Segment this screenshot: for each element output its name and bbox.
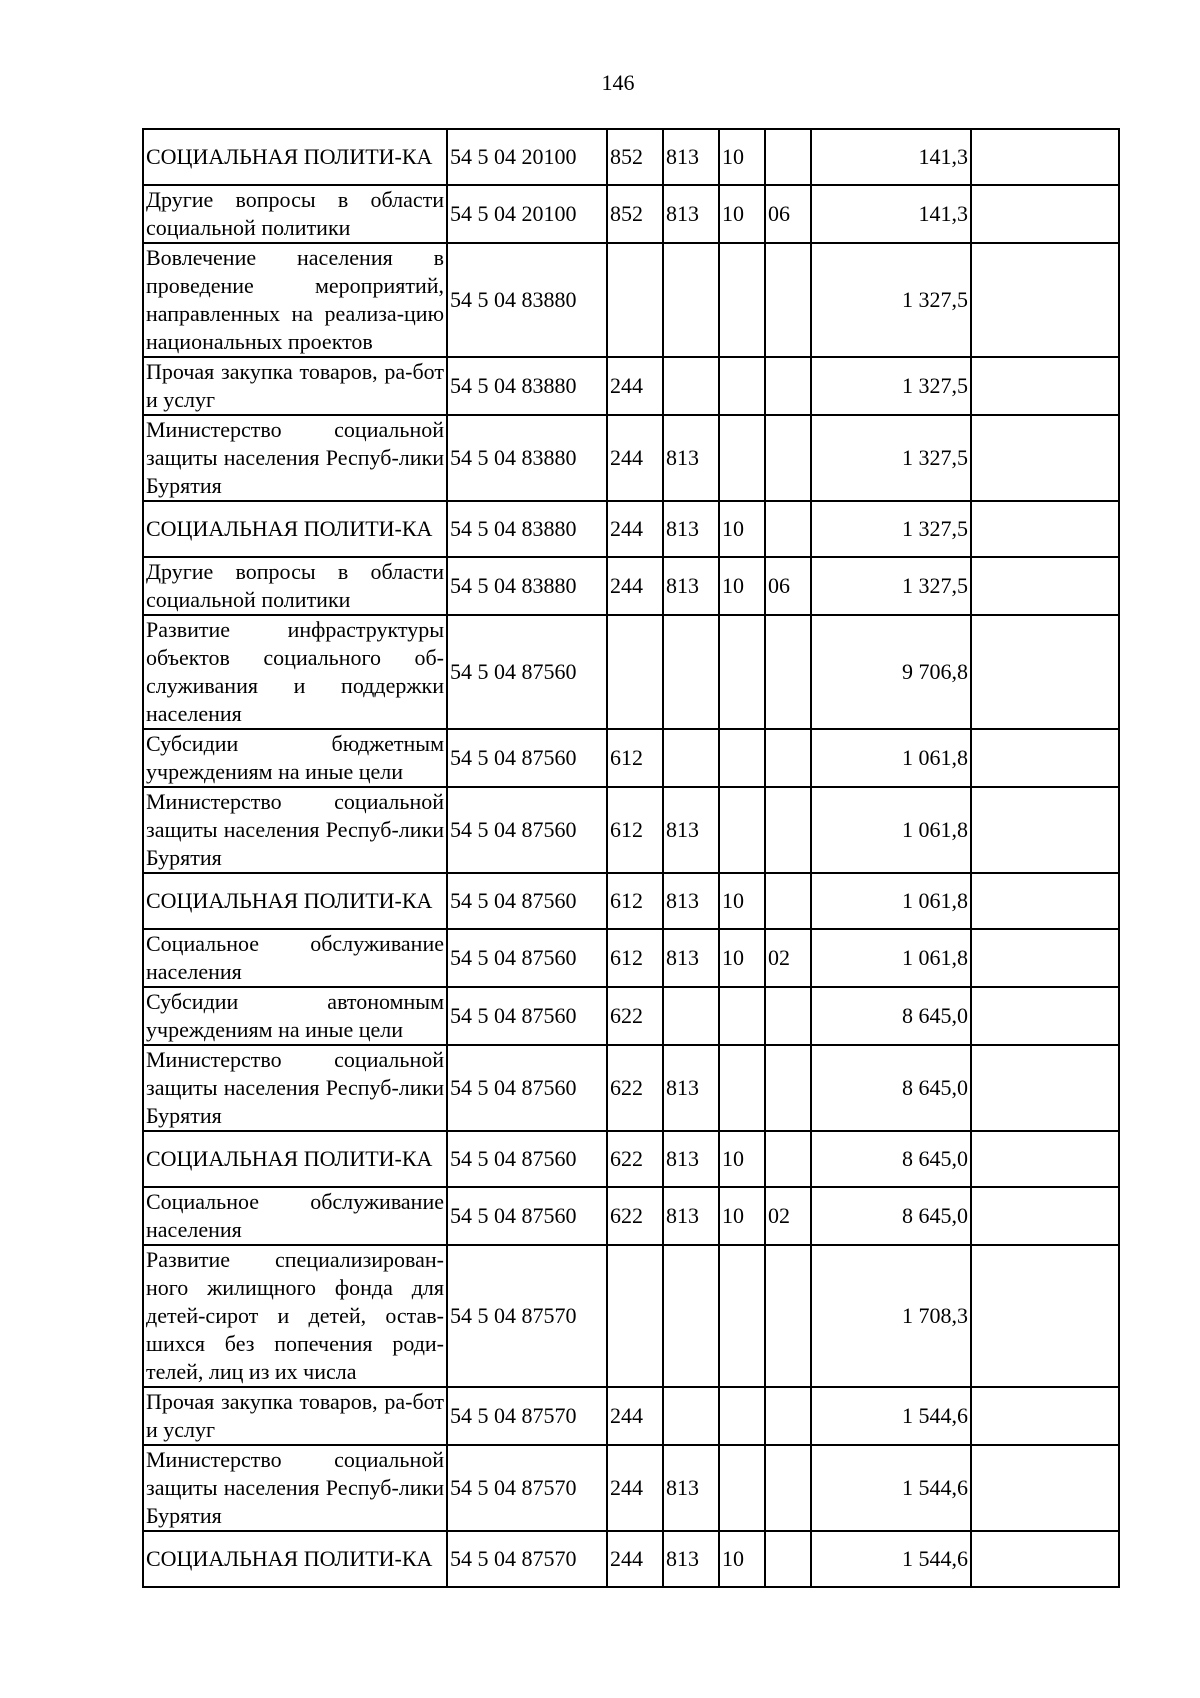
row-name: Министерство социальной защиты населения Респуб-лики Бурятия <box>143 1445 447 1531</box>
row-extra-cell <box>971 129 1119 185</box>
row-expense-type: 244 <box>607 415 663 501</box>
row-amount: 1 327,5 <box>811 415 971 501</box>
row-extra-cell <box>971 1387 1119 1445</box>
row-amount: 1 061,8 <box>811 787 971 873</box>
row-target-article: 54 5 04 87560 <box>447 929 607 987</box>
row-name: СОЦИАЛЬНАЯ ПОЛИТИ-КА <box>143 873 447 929</box>
row-section: 10 <box>719 1531 765 1587</box>
row-expense-type: 622 <box>607 987 663 1045</box>
row-expense-type: 612 <box>607 787 663 873</box>
row-section: 10 <box>719 1131 765 1187</box>
row-name: Министерство социальной защиты населения Респуб-лики Бурятия <box>143 415 447 501</box>
row-amount: 141,3 <box>811 129 971 185</box>
row-section: 10 <box>719 873 765 929</box>
row-target-article: 54 5 04 87570 <box>447 1531 607 1587</box>
row-target-article: 54 5 04 87560 <box>447 787 607 873</box>
row-name: Социальное обслуживание населения <box>143 1187 447 1245</box>
row-extra-cell <box>971 185 1119 243</box>
row-extra-cell <box>971 1445 1119 1531</box>
row-ministry-code <box>663 615 719 729</box>
row-target-article: 54 5 04 83880 <box>447 243 607 357</box>
row-amount: 141,3 <box>811 185 971 243</box>
row-amount: 8 645,0 <box>811 987 971 1045</box>
table-row <box>143 1187 1119 1245</box>
row-extra-cell <box>971 987 1119 1045</box>
row-expense-type: 852 <box>607 185 663 243</box>
row-amount: 8 645,0 <box>811 1045 971 1131</box>
row-name: Прочая закупка товаров, ра-бот и услуг <box>143 357 447 415</box>
table-row <box>143 929 1119 987</box>
row-ministry-code: 813 <box>663 501 719 557</box>
row-subsection <box>765 1245 811 1387</box>
row-extra-cell <box>971 1531 1119 1587</box>
table-row <box>143 1245 1119 1387</box>
table-row <box>143 1445 1119 1531</box>
row-amount: 1 327,5 <box>811 357 971 415</box>
row-amount: 1 061,8 <box>811 729 971 787</box>
table-row <box>143 1531 1119 1587</box>
row-expense-type: 244 <box>607 1387 663 1445</box>
row-name: СОЦИАЛЬНАЯ ПОЛИТИ-КА <box>143 501 447 557</box>
row-section <box>719 243 765 357</box>
row-name: СОЦИАЛЬНАЯ ПОЛИТИ-КА <box>143 129 447 185</box>
row-expense-type <box>607 243 663 357</box>
row-subsection: 06 <box>765 557 811 615</box>
row-section <box>719 729 765 787</box>
row-ministry-code: 813 <box>663 929 719 987</box>
row-extra-cell <box>971 1045 1119 1131</box>
row-name: Прочая закупка товаров, ра-бот и услуг <box>143 1387 447 1445</box>
table-row <box>143 415 1119 501</box>
row-section: 10 <box>719 557 765 615</box>
row-expense-type: 622 <box>607 1187 663 1245</box>
budget-table <box>142 128 1120 1588</box>
row-section: 10 <box>719 929 765 987</box>
row-subsection: 02 <box>765 929 811 987</box>
row-subsection <box>765 415 811 501</box>
row-subsection <box>765 243 811 357</box>
row-extra-cell <box>971 1245 1119 1387</box>
table-row <box>143 1131 1119 1187</box>
row-ministry-code <box>663 243 719 357</box>
row-section <box>719 615 765 729</box>
row-name: Другие вопросы в области социальной политики <box>143 185 447 243</box>
table-row <box>143 987 1119 1045</box>
row-target-article: 54 5 04 87560 <box>447 1045 607 1131</box>
row-extra-cell <box>971 557 1119 615</box>
row-section: 10 <box>719 185 765 243</box>
table-body <box>143 129 1119 1587</box>
row-section: 10 <box>719 129 765 185</box>
row-target-article: 54 5 04 87560 <box>447 873 607 929</box>
row-amount: 1 544,6 <box>811 1387 971 1445</box>
row-extra-cell <box>971 729 1119 787</box>
table-row <box>143 615 1119 729</box>
row-expense-type <box>607 1245 663 1387</box>
row-amount: 8 645,0 <box>811 1131 971 1187</box>
table-row <box>143 185 1119 243</box>
row-ministry-code <box>663 1245 719 1387</box>
row-amount: 9 706,8 <box>811 615 971 729</box>
row-section <box>719 357 765 415</box>
row-extra-cell <box>971 357 1119 415</box>
row-target-article: 54 5 04 87570 <box>447 1387 607 1445</box>
row-expense-type: 622 <box>607 1045 663 1131</box>
row-target-article: 54 5 04 87560 <box>447 729 607 787</box>
row-ministry-code: 813 <box>663 129 719 185</box>
row-name: Социальное обслуживание населения <box>143 929 447 987</box>
row-section <box>719 1045 765 1131</box>
table-row <box>143 501 1119 557</box>
row-section <box>719 787 765 873</box>
row-extra-cell <box>971 243 1119 357</box>
row-extra-cell <box>971 501 1119 557</box>
row-expense-type: 244 <box>607 1445 663 1531</box>
row-name: СОЦИАЛЬНАЯ ПОЛИТИ-КА <box>143 1531 447 1587</box>
row-name: Другие вопросы в области социальной политики <box>143 557 447 615</box>
row-target-article: 54 5 04 87570 <box>447 1245 607 1387</box>
row-target-article: 54 5 04 87560 <box>447 1131 607 1187</box>
row-target-article: 54 5 04 87570 <box>447 1445 607 1531</box>
row-extra-cell <box>971 1187 1119 1245</box>
row-expense-type: 612 <box>607 929 663 987</box>
table-row <box>143 729 1119 787</box>
row-ministry-code: 813 <box>663 873 719 929</box>
row-section: 10 <box>719 1187 765 1245</box>
row-amount: 1 544,6 <box>811 1531 971 1587</box>
row-target-article: 54 5 04 83880 <box>447 501 607 557</box>
row-subsection <box>765 1131 811 1187</box>
row-ministry-code: 813 <box>663 415 719 501</box>
row-target-article: 54 5 04 20100 <box>447 185 607 243</box>
row-target-article: 54 5 04 20100 <box>447 129 607 185</box>
row-name: Министерство социальной защиты населения Респуб-лики Бурятия <box>143 1045 447 1131</box>
row-target-article: 54 5 04 87560 <box>447 1187 607 1245</box>
row-amount: 1 061,8 <box>811 873 971 929</box>
row-expense-type: 244 <box>607 501 663 557</box>
row-amount: 1 327,5 <box>811 243 971 357</box>
table-row <box>143 1387 1119 1445</box>
row-subsection <box>765 987 811 1045</box>
row-subsection <box>765 1445 811 1531</box>
row-subsection <box>765 501 811 557</box>
row-target-article: 54 5 04 83880 <box>447 557 607 615</box>
row-section <box>719 1445 765 1531</box>
row-subsection <box>765 1531 811 1587</box>
row-name: Вовлечение населения в проведение мероприятий, направленных на реализа-цию национальных проектов <box>143 243 447 357</box>
row-target-article: 54 5 04 83880 <box>447 357 607 415</box>
row-subsection <box>765 357 811 415</box>
row-subsection <box>765 1387 811 1445</box>
row-amount: 1 061,8 <box>811 929 971 987</box>
table-row <box>143 357 1119 415</box>
row-section <box>719 987 765 1045</box>
row-expense-type: 852 <box>607 129 663 185</box>
table-row <box>143 787 1119 873</box>
row-subsection <box>765 787 811 873</box>
row-ministry-code: 813 <box>663 1187 719 1245</box>
row-ministry-code <box>663 987 719 1045</box>
row-subsection: 02 <box>765 1187 811 1245</box>
table-row <box>143 1045 1119 1131</box>
row-ministry-code <box>663 1387 719 1445</box>
row-amount: 8 645,0 <box>811 1187 971 1245</box>
row-name: Развитие инфраструктуры объектов социального об-служивания и поддержки населения <box>143 615 447 729</box>
row-ministry-code: 813 <box>663 787 719 873</box>
row-section: 10 <box>719 501 765 557</box>
row-ministry-code: 813 <box>663 1531 719 1587</box>
row-subsection <box>765 729 811 787</box>
row-amount: 1 327,5 <box>811 557 971 615</box>
row-expense-type: 244 <box>607 557 663 615</box>
row-expense-type: 244 <box>607 357 663 415</box>
table-row <box>143 557 1119 615</box>
row-subsection: 06 <box>765 185 811 243</box>
row-section <box>719 415 765 501</box>
page-number: 146 <box>601 70 635 95</box>
row-extra-cell <box>971 929 1119 987</box>
row-expense-type: 244 <box>607 1531 663 1587</box>
row-expense-type: 612 <box>607 729 663 787</box>
row-expense-type: 622 <box>607 1131 663 1187</box>
row-target-article: 54 5 04 83880 <box>447 415 607 501</box>
table-row <box>143 129 1119 185</box>
row-ministry-code: 813 <box>663 1045 719 1131</box>
row-name: Субсидии автономным учреждениям на иные цели <box>143 987 447 1045</box>
table-row <box>143 243 1119 357</box>
row-extra-cell <box>971 615 1119 729</box>
row-target-article: 54 5 04 87560 <box>447 615 607 729</box>
row-extra-cell <box>971 415 1119 501</box>
row-ministry-code <box>663 357 719 415</box>
row-ministry-code <box>663 729 719 787</box>
row-amount: 1 327,5 <box>811 501 971 557</box>
row-ministry-code: 813 <box>663 185 719 243</box>
table-row <box>143 873 1119 929</box>
row-amount: 1 708,3 <box>811 1245 971 1387</box>
row-subsection <box>765 615 811 729</box>
row-extra-cell <box>971 1131 1119 1187</box>
row-expense-type <box>607 615 663 729</box>
row-section <box>719 1387 765 1445</box>
row-extra-cell <box>971 873 1119 929</box>
row-subsection <box>765 1045 811 1131</box>
row-ministry-code: 813 <box>663 1131 719 1187</box>
row-amount: 1 544,6 <box>811 1445 971 1531</box>
row-expense-type: 612 <box>607 873 663 929</box>
row-name: СОЦИАЛЬНАЯ ПОЛИТИ-КА <box>143 1131 447 1187</box>
row-name: Развитие специализирован-ного жилищного фонда для детей-сирот и детей, остав-шихся без попечения роди-телей, лиц из их числа <box>143 1245 447 1387</box>
row-extra-cell <box>971 787 1119 873</box>
row-section <box>719 1245 765 1387</box>
row-target-article: 54 5 04 87560 <box>447 987 607 1045</box>
row-subsection <box>765 873 811 929</box>
row-ministry-code: 813 <box>663 1445 719 1531</box>
row-name: Министерство социальной защиты населения Респуб-лики Бурятия <box>143 787 447 873</box>
row-subsection <box>765 129 811 185</box>
row-ministry-code: 813 <box>663 557 719 615</box>
row-name: Субсидии бюджетным учреждениям на иные цели <box>143 729 447 787</box>
